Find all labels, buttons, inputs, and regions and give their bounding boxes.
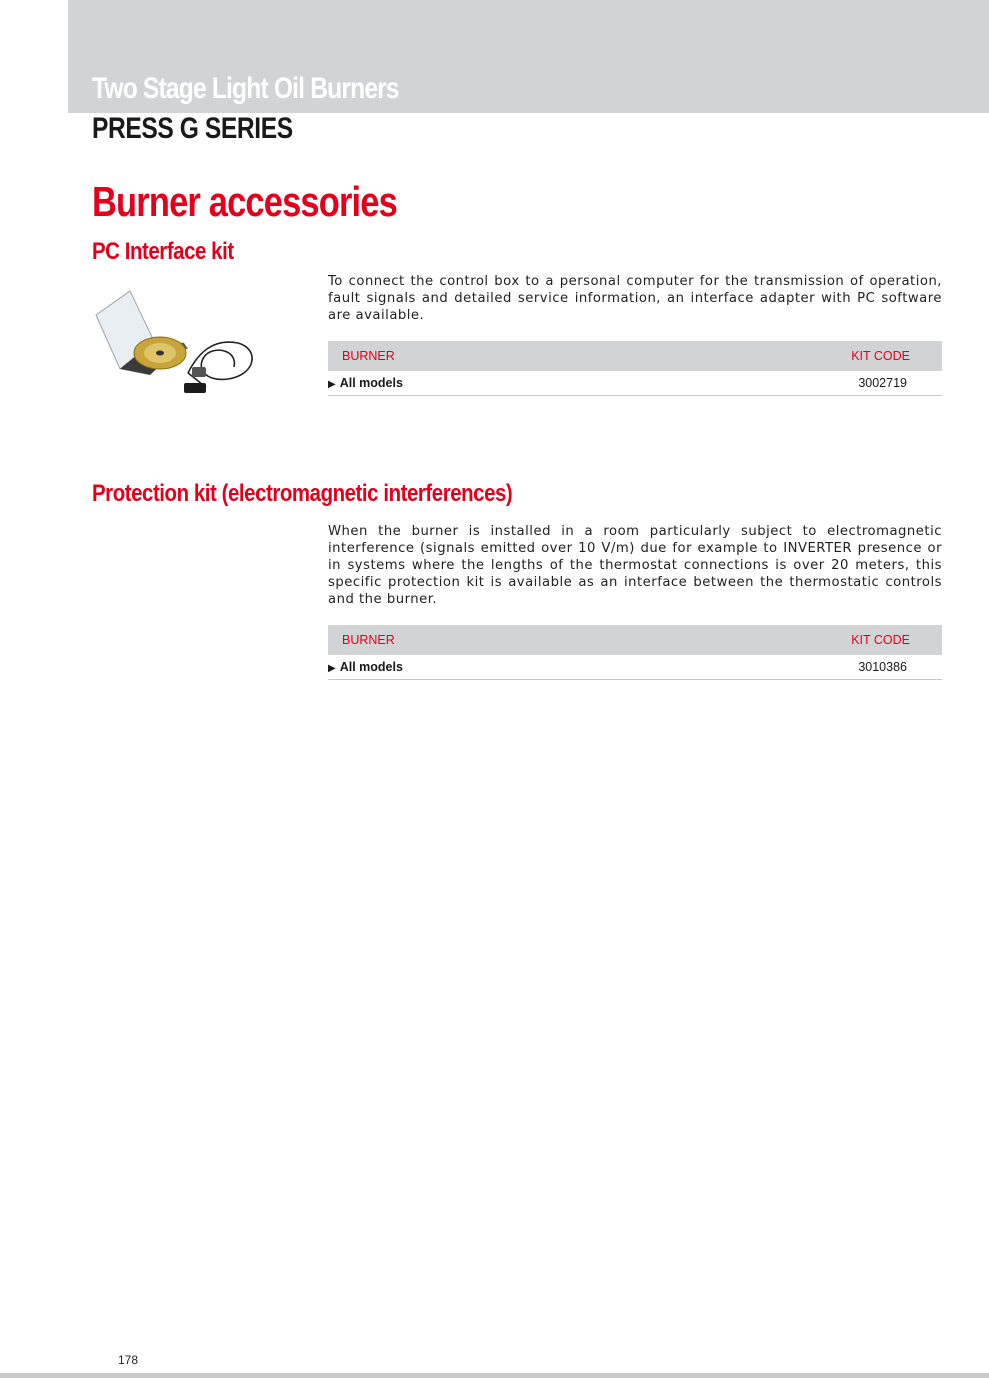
kit-code-cell: 3010386: [858, 660, 907, 674]
section-title-pc-interface: PC Interface kit: [92, 238, 234, 265]
pc-interface-kit-image: [88, 283, 258, 398]
section-description-protection-kit: When the burner is installed in a room particularly subject to electromagnetic interference (signals emitted over 10 V/m) due for example to INVERTER presence or in systems where the lengths of the thermostat connections is over 20 meters, this specific protection kit is available as an interface between the thermostatic controls and the burner.: [328, 524, 942, 607]
kit-table-pc-interface: [328, 341, 942, 396]
footer-divider: [0, 1373, 989, 1378]
brand-title: Two Stage Light Oil Burners: [92, 72, 399, 105]
burner-cell: All models: [339, 660, 403, 674]
kit-code-cell: 3002719: [858, 376, 907, 390]
column-header-kit-code: KIT CODE: [851, 349, 910, 363]
section-title-protection-kit: Protection kit (electromagnetic interferences): [92, 480, 513, 507]
page-title: Burner accessories: [92, 178, 397, 225]
burner-cell: All models: [339, 376, 403, 390]
triangle-bullet-icon: ▶: [328, 379, 336, 390]
series-title: PRESS G SERIES: [92, 112, 293, 145]
column-header-burner: BURNER: [342, 633, 395, 647]
table-header: [328, 341, 942, 371]
column-header-kit-code: KIT CODE: [851, 633, 910, 647]
table-header: [328, 625, 942, 655]
table-row: [328, 371, 942, 396]
triangle-bullet-icon: ▶: [328, 663, 336, 674]
kit-table-protection-kit: [328, 625, 942, 680]
column-header-burner: BURNER: [342, 349, 395, 363]
page-number: 178: [118, 1353, 139, 1367]
table-row: [328, 655, 942, 680]
section-description-pc-interface: To connect the control box to a personal computer for the transmission of operation, fault signals and detailed service information, an interface adapter with PC software are available.: [328, 274, 942, 323]
